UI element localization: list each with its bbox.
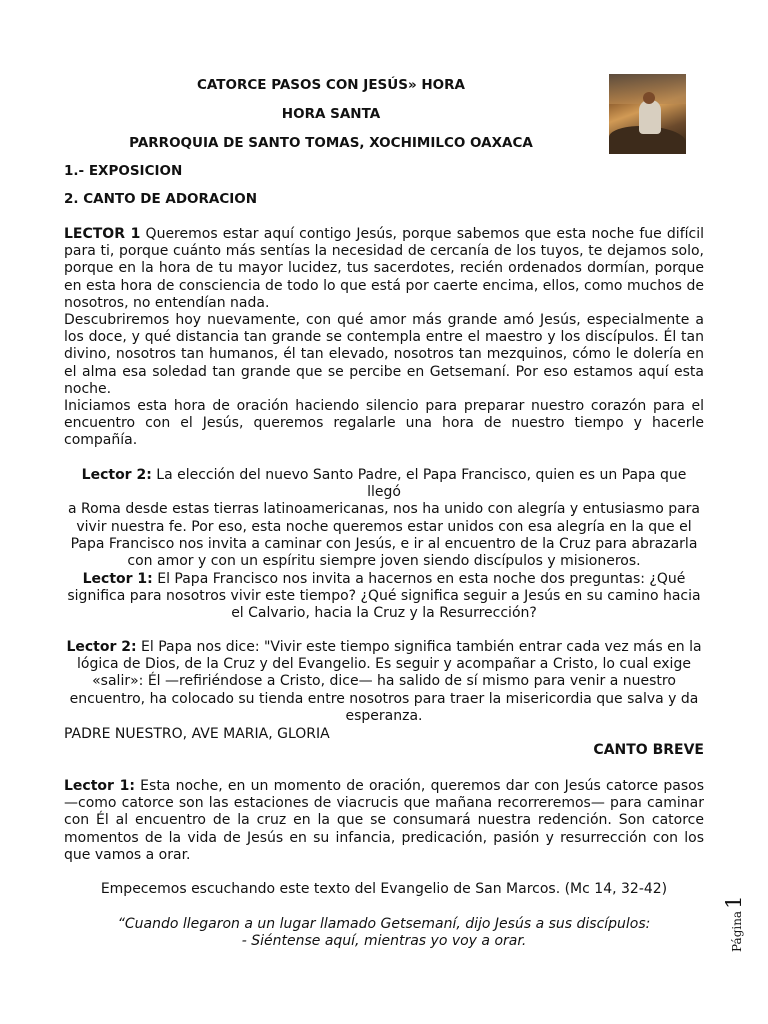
- robe-shape: [639, 100, 661, 134]
- lector-1-paragraph: [64, 226, 704, 312]
- lector-text: Esta noche, en un momento de oración, queremos dar con Jesús catorce pasos —como catorce son las estaciones de viacrucis que mañana recorreremos— para caminar con Él al encuentro de la cruz en la que se consumará nuestra redención. Son catorce momentos de la vida de Jesús en su infancia, predicación, pasión y resurrección con los que vamos a orar.: [64, 778, 704, 863]
- canto-breve-heading: CANTO BREVE: [593, 742, 704, 758]
- parish-name: PARROQUIA DE SANTO TOMAS, XOCHIMILCO OAXACA: [129, 135, 533, 151]
- text-line: «salir»: Él —refiriéndose a Cristo, dice— ha salido de sí mismo para venir a nuestro: [92, 673, 676, 690]
- paragraph-iniciamos: Iniciamos esta hora de oración haciendo silencio para preparar nuestro corazón para el encuentro con el Jesús, queremos regalarle una hora de nuestro tiempo y hacerle compañía.: [64, 398, 704, 449]
- text-line: encuentro, ha colocado su tienda entre nosotros para traer la misericordia que salva y da: [69, 690, 699, 707]
- lector-label: LECTOR 1: [64, 226, 141, 242]
- lector-2-papa-paragraph: [64, 639, 704, 725]
- text-line: El Papa nos dice: "Vivir este tiempo significa también entrar cada vez más en la: [136, 639, 702, 655]
- lector-label: Lector 2:: [81, 467, 152, 483]
- paragraph-descubriremos: Descubriremos hoy nuevamente, con qué amor más grande amó Jesús, especialmente a los doce, y qué distancia tan grande se contempla entre el maestro y los discípulos. Él tan divino, nosotros tan humanos, él tan elevado, nosotros tan mezquinos, cómo le dolería en el alma esa soledad tan grande que se percibe en Getsemaní. Por eso estamos aquí esta noche.: [64, 312, 704, 397]
- gospel-intro: Empecemos escuchando este texto del Evangelio de San Marcos. (Mc 14, 32-42): [100, 881, 668, 897]
- lector-1-questions-paragraph: [64, 571, 704, 623]
- text-line: El Papa Francisco nos invita a hacernos en esta noche dos preguntas: ¿Qué: [152, 571, 686, 587]
- quote-line: “Cuando llegaron a un lugar llamado Getsemaní, dijo Jesús a sus discípulos:: [117, 916, 651, 932]
- lector-label: Lector 2:: [66, 639, 137, 655]
- lector-2-paragraph: [64, 467, 704, 570]
- gospel-quote: [64, 916, 704, 950]
- document-subtitle: HORA SANTA: [281, 106, 381, 122]
- quote-line: - Siéntense aquí, mientras yo voy a orar.: [241, 933, 527, 950]
- section-exposicion: 1.- EXPOSICION: [64, 163, 183, 179]
- section-canto-adoracion: 2. CANTO DE ADORACION: [64, 191, 258, 207]
- text-line: a Roma desde estas tierras latinoamericanas, nos ha unido con alegría y entusiasmo para: [67, 501, 701, 518]
- page-number: [722, 896, 746, 952]
- prayers-line: PADRE NUESTRO, AVE MARIA, GLORIA: [64, 726, 330, 742]
- text-line: lógica de Dios, de la Cruz y del Evangelio. Es seguir y acompañar a Cristo, lo cual exige: [77, 656, 691, 673]
- text-line: esperanza.: [345, 707, 423, 724]
- lector-text: Queremos estar aquí contigo Jesús, porque sabemos que esta noche fue difícil para ti, porque cuánto más sentías la necesidad de cercanía de los tuyos, te dejamos solo, porque en la hora de tu mayor lucidez, tus sacerdotes, recién ordenados dormían, porque en esta hora de consciencia de todo lo que está por caerte encima, ellos, como muchos de nosotros, no entendían nada.: [64, 226, 704, 311]
- text-line: con amor y con un espíritu siempre joven siendo discípulos y misioneros.: [127, 553, 641, 570]
- text-line: vivir nuestra fe. Por eso, esta noche queremos estar unidos con esa alegría en la que el: [76, 518, 692, 535]
- lector-label: Lector 1:: [82, 571, 153, 587]
- text-line: el Calvario, hacia la Cruz y la Resurrección?: [231, 605, 537, 622]
- lector-label: Lector 1:: [64, 778, 135, 794]
- jesus-praying-picture: [609, 74, 686, 154]
- page-number-value: 1: [722, 895, 746, 909]
- text-line: La elección del nuevo Santo Padre, el Papa Francisco, quien es un Papa que llegó: [151, 467, 687, 501]
- page-word: Página: [730, 910, 744, 952]
- head-shape: [643, 92, 655, 104]
- document-title: CATORCE PASOS CON JESÚS» HORA: [196, 77, 466, 93]
- lector-1-pasos-paragraph: [64, 778, 704, 864]
- text-line: Papa Francisco nos invita a caminar con Jesús, e ir al encuentro de la Cruz para abrazarla: [70, 535, 698, 552]
- text-line: significa para nosotros vivir este tiempo? ¿Qué significa seguir a Jesús en su camino hacia: [67, 588, 701, 605]
